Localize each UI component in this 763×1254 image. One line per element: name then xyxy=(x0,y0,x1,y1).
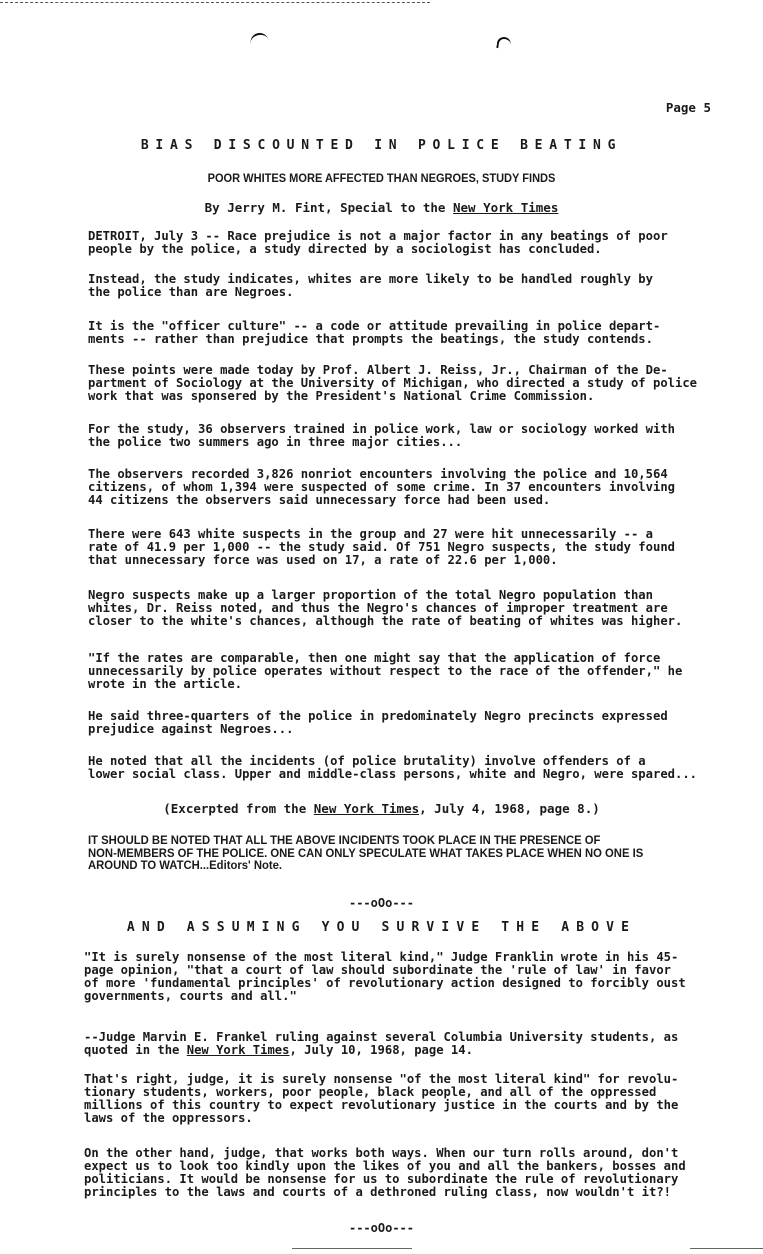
article-paragraph: It is the "officer culture" -- a code or attitude prevailing in police depart- ments -- rather than prejudice that prompts the beatings, the study contends. xyxy=(88,319,661,346)
article-paragraph: Instead, the study indicates, whites are more likely to be handled roughly by the police than are Negroes. xyxy=(88,272,653,299)
attribution-suffix: , July 10, 1968, page 14. xyxy=(289,1043,473,1057)
bottom-rule xyxy=(690,1248,763,1249)
attribution-newspaper: New York Times xyxy=(186,1043,290,1057)
article-paragraph: "If the rates are comparable, then one might say that the application of force unnecessarily by police operates without respect to the race of the offender," he wrote in the article. xyxy=(88,651,683,691)
article-paragraph: There were 643 white suspects in the group and 27 were hit unnecessarily -- a rate of 41.9 per 1,000 -- the study said. Of 751 Negro suspects, the study found that unnecessary force was used on 17, a rate of 22.6 per 1,000. xyxy=(88,527,675,567)
attribution-prefix: --Judge Marvin E. Frankel ruling against several Columbia University students, as quoted in the xyxy=(84,1030,679,1057)
article-paragraph: DETROIT, July 3 -- Race prejudice is not a major factor in any beatings of poor people by the police, a study directed by a sociologist has concluded. xyxy=(88,229,668,256)
quote-attribution xyxy=(84,1031,714,1057)
bottom-rule xyxy=(292,1248,412,1249)
punch-mark-right xyxy=(496,36,512,50)
byline-newspaper: New York Times xyxy=(453,200,559,215)
response-paragraph: On the other hand, judge, that works both ways. When our turn rolls around, don't expect us to look too kindly upon the likes of you and all the bankers, bosses and politicians. It would be nonsense for us to subordinate the rule of revolutionary principles to the laws and courts of a dethroned ruling class, now wouldn't it?! xyxy=(84,1146,686,1199)
excerpt-prefix: (Excerpted from the xyxy=(163,801,314,816)
article-byline xyxy=(0,200,763,215)
separator: ---oOo--- xyxy=(348,896,415,910)
article-paragraph: The observers recorded 3,826 nonriot encounters involving the police and 10,564 citizens, of whom 1,394 were suspected of some crime. In 37 encounters involving 44 citizens the observers said unnecessary force had been used. xyxy=(88,467,675,507)
punch-mark-left xyxy=(249,31,269,46)
separator: ---oOo--- xyxy=(348,1221,415,1235)
editors-note: IT SHOULD BE NOTED THAT ALL THE ABOVE INCIDENTS TOOK PLACE IN THE PRESENCE OF NON-MEMBERS OF THE POLICE. ONE CAN ONLY SPECULATE WHAT TAKES PLACE WHEN NO ONE IS AROUND TO WATCH...Editors' Note. xyxy=(88,833,644,872)
page-number: Page 5 xyxy=(665,100,711,115)
article-headline: BIAS DISCOUNTED IN POLICE BEATING xyxy=(140,138,623,153)
article-paragraph: For the study, 36 observers trained in police work, law or sociology worked with the police two summers ago in three major cities... xyxy=(88,422,675,449)
excerpt-newspaper: New York Times xyxy=(313,801,420,816)
article-paragraph: He noted that all the incidents (of police brutality) involve offenders of a lower social class. Upper and middle-class persons, white and Negro, were spared... xyxy=(88,754,698,781)
response-paragraph: That's right, judge, it is surely nonsense "of the most literal kind" for revolu- tionary students, workers, poor people, black people, and all of the oppressed millions of this country to expect revolutionary justice in the courts and by the laws of the oppressors. xyxy=(84,1072,679,1125)
excerpt-citation xyxy=(0,801,763,816)
byline-prefix: By Jerry M. Fint, Special to the xyxy=(204,200,453,215)
top-dashed-rule xyxy=(0,2,430,3)
judge-quote: "It is surely nonsense of the most literal kind," Judge Franklin wrote in his 45- page opinion, "that a court of law should subordinate the 'rule of law' in favor of more 'fundamental principles' of revolutionary action designed to forcibly oust governments, courts and all." xyxy=(84,950,686,1003)
section-title: AND ASSUMING YOU SURVIVE THE ABOVE xyxy=(126,920,637,935)
article-paragraph: These points were made today by Prof. Albert J. Reiss, Jr., Chairman of the De- partment of Sociology at the University of Michigan, who directed a study of police work that was sponsered by the President's National Crime Commission. xyxy=(88,363,698,403)
article-paragraph: He said three-quarters of the police in predominately Negro precincts expressed prejudice against Negroes... xyxy=(88,709,668,736)
article-subhead: POOR WHITES MORE AFFECTED THAN NEGROES, STUDY FINDS xyxy=(207,171,556,185)
excerpt-suffix: , July 4, 1968, page 8.) xyxy=(419,801,600,816)
article-paragraph: Negro suspects make up a larger proportion of the total Negro population than whites, Dr. Reiss noted, and thus the Negro's chances of improper treatment are closer to the white's chances, although the rate of beating of whites was higher. xyxy=(88,588,683,628)
